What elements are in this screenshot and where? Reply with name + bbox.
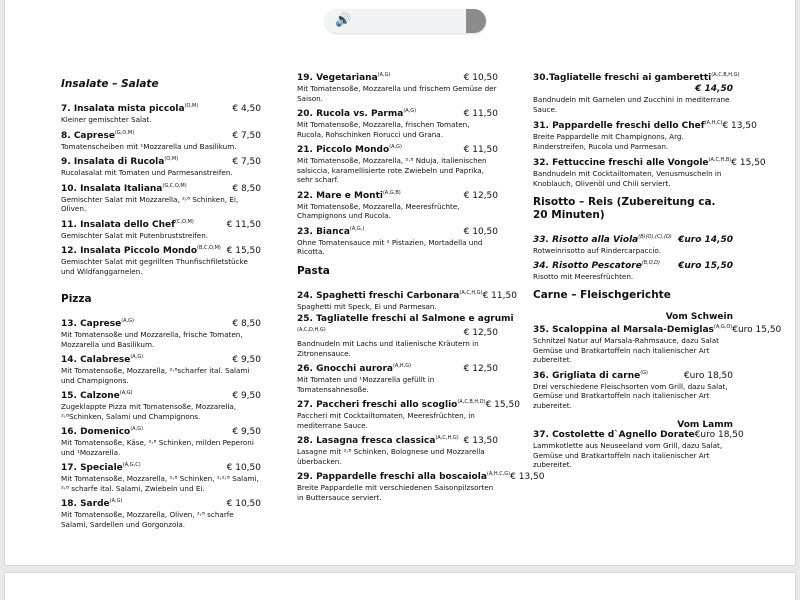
allergen-codes: (O,M)	[184, 103, 199, 109]
menu-item	[61, 101, 261, 125]
allergen-codes: (A,H,G)	[392, 363, 412, 369]
menu-item	[297, 106, 498, 139]
menu-item-price: € 12,50	[463, 364, 498, 374]
menu-item	[61, 217, 261, 241]
menu-item-name	[297, 361, 411, 375]
menu-page	[4, 0, 796, 566]
next-page	[4, 572, 796, 600]
menu-item-name-text: 20. Rucola vs. Parma	[297, 109, 404, 119]
menu-item-row	[533, 232, 733, 246]
menu-item-price: € 14,50	[695, 84, 733, 94]
menu-item-name	[61, 460, 141, 474]
menu-item	[61, 243, 261, 276]
menu-item	[297, 361, 498, 394]
allergen-codes: (A,G)	[119, 390, 133, 396]
section-title-carne: Carne – Fleischgerichte	[533, 289, 671, 301]
allergen-codes: (A,G)	[109, 498, 123, 504]
menu-item-row	[297, 314, 514, 325]
menu-item-name	[297, 288, 483, 302]
menu-item-name	[533, 258, 660, 272]
section-title-salate: Insalate – Salate	[61, 78, 159, 90]
menu-item-name-text: 10. Insalata Italiana	[61, 183, 163, 194]
menu-item	[297, 397, 520, 430]
menu-item-row	[61, 181, 261, 195]
menu-item-name-text: 18. Sarde	[61, 499, 110, 509]
menu-item-name	[61, 101, 198, 115]
menu-item-description: Mit Tomatensoße, Käse, ²˒⁸ Schinken, milden Peperoni und ¹Mozzarella.	[61, 438, 254, 457]
menu-item-name	[297, 433, 459, 447]
menu-item-row	[533, 118, 757, 132]
menu-item	[297, 142, 498, 185]
menu-item	[297, 433, 498, 466]
menu-item-price: € 11,50	[463, 109, 498, 119]
menu-item-name	[533, 232, 672, 246]
allergen-codes: (O,M)	[164, 156, 179, 162]
allergen-codes: (A,G)	[130, 354, 144, 360]
menu-item-price: € 9,50	[232, 391, 261, 401]
menu-item-price: €uro 14,50	[678, 235, 733, 245]
menu-item-price: € 4,50	[232, 104, 261, 114]
menu-item-name-text: 27. Paccheri freschi allo scoglio	[297, 400, 458, 410]
menu-item-description: Gemischter Salat mit Putenbruststreifen.	[61, 230, 209, 240]
menu-item-description: Rucolasalat mit Tomaten und Parmesanstreifen.	[61, 168, 233, 177]
menu-item-row-2	[297, 325, 498, 339]
menu-item	[61, 388, 261, 421]
menu-item-description: Zugeklappte Pizza mit Tomatensoße, Mozzarella, ²˒⁸Schinken, Salami und Champignons.	[61, 402, 237, 421]
menu-item-description: Drei verschiedene Fleischsorten vom Grill, dazu Salat, Gemüse und Bratkartoffeln nach italienischer Art zubereitet.	[533, 381, 728, 410]
allergen-codes: (C,O,M)	[175, 218, 194, 225]
allergen-codes: (A,G)	[130, 426, 144, 432]
menu-item-description: Schnitzel Natur auf Marsala-Rahmsauce, dazu Salat Gemüse und Bratkartoffeln nach italienischer Art zubereitet.	[533, 336, 720, 364]
menu-item-price: € 7,50	[232, 130, 261, 141]
allergen-codes: (A,C,H,G)	[435, 435, 459, 441]
menu-item	[533, 368, 733, 411]
menu-item-description: Tomatenscheiben mit ¹Mozzarella und Basilikum.	[61, 141, 237, 151]
menu-item	[533, 430, 744, 470]
menu-item-price: € 11,50	[226, 219, 261, 230]
menu-item-price: € 10,50	[463, 73, 498, 83]
menu-item-name-text: 30.Tagliatelle freschi ai gamberetti	[533, 73, 712, 83]
menu-item-price: € 13,50	[510, 472, 545, 482]
menu-item-name-text: 21. Piccolo Mondo	[297, 145, 390, 155]
menu-item-description: Risotto mit Meeresfrüchten.	[533, 271, 634, 281]
menu-item-description: Mit Tomatensoße, Mozzarella, ²˒⁸scharfer ital. Salami und Champignons.	[61, 366, 250, 385]
menu-item-description: Mit Tomatensoße, Mozzarella, frischen Tomaten, Rucola, Rohschinken Fiorucci und Grana.	[297, 120, 470, 139]
menu-item-name-text: 9. Insalata di Rucola	[61, 157, 165, 167]
menu-item-name	[61, 154, 178, 168]
menu-item-description: Gemischter Salat mit Mozzarella, ²˒⁸ Schinken, Ei, Oliven.	[61, 194, 239, 213]
allergen-codes: (A,C,H,B)	[708, 157, 732, 163]
menu-item-row	[61, 352, 261, 366]
menu-item-name	[61, 181, 187, 195]
allergen-codes: (A,G,O)	[713, 324, 733, 330]
menu-item-name	[533, 118, 722, 132]
allergen-codes: (G,C,O,M)	[162, 182, 187, 189]
menu-item-name-text: 11. Insalata dello Chef	[61, 219, 175, 230]
audio-player[interactable]	[325, 9, 486, 33]
menu-column-2	[297, 70, 545, 505]
menu-item	[533, 322, 782, 365]
menu-item-row	[61, 217, 261, 231]
menu-item-name	[297, 106, 416, 120]
allergen-codes: (A,H,C,G)	[486, 471, 511, 477]
menu-item-price: € 10,50	[226, 499, 261, 509]
allergen-codes: (G,O,M)	[114, 129, 135, 136]
menu-item-name	[297, 188, 401, 202]
menu-item-description: Lammkotlette aus Neuseeland vom Grill, dazu Salat, Gemüse und Bratkartoffeln nach italienischer Art zubereitet.	[533, 441, 723, 469]
menu-item	[61, 424, 261, 457]
menu-item-name-text: 24. Spaghetti freschi Carbonara	[297, 290, 460, 301]
menu-column-3	[533, 70, 782, 473]
menu-item-price: €uro 15,50	[678, 260, 733, 271]
allergen-codes: (A,G,)	[349, 225, 365, 232]
menu-item-price: € 13,50	[463, 436, 498, 446]
menu-item-description: Ohne Tomatensauce mit ² Pistazien, Mortadella und Ricotta.	[297, 237, 483, 256]
menu-item-row	[61, 154, 261, 168]
menu-item-price: € 8,50	[232, 183, 261, 194]
menu-item-name	[533, 155, 731, 169]
menu-item-description: Lasagne mit ²˒⁸ Schinken, Bolognese und Mozzarella überbacken.	[297, 447, 485, 466]
menu-item-price: €uro 18,50	[694, 430, 744, 440]
menu-item-description: Breite Pappardelle mit Champignons, Arg. Rinderstreifen, Rucola und Parmesan.	[533, 132, 684, 151]
section-title-pizza: Pizza	[61, 293, 92, 305]
menu-item-row	[61, 424, 261, 438]
allergen-codes: (A,C,B,H,G)	[711, 72, 740, 78]
menu-item-name	[61, 424, 143, 438]
menu-item-price: € 13,50	[722, 121, 757, 131]
menu-item-name-text: 19. Vegetariana	[297, 73, 378, 83]
subsection-schwein: Vom Schwein	[665, 312, 733, 322]
section-title-pasta: Pasta	[297, 264, 330, 277]
menu-item-row	[533, 322, 782, 336]
menu-item-name-text: 32. Fettuccine freschi alle Vongole	[533, 158, 709, 168]
menu-item	[533, 70, 740, 114]
menu-item-description: Paccheri mit Cocktailtomaten, Meeresfrüchten, in mediterrane Sauce.	[297, 411, 475, 430]
menu-item	[533, 155, 766, 188]
menu-item-name-text: 23. Bianca	[297, 226, 350, 237]
menu-item-price: €uro 15,50	[732, 325, 782, 335]
menu-item-name	[533, 322, 732, 336]
menu-item-price: € 15,50	[485, 400, 520, 410]
allergen-codes: (A,G)	[389, 144, 402, 150]
menu-item-row	[297, 142, 498, 156]
menu-item-row	[61, 496, 261, 510]
menu-item	[297, 188, 498, 221]
menu-item-name	[297, 314, 514, 325]
menu-item	[61, 128, 261, 152]
menu-item-row	[61, 316, 261, 330]
menu-item-price: € 12,50	[463, 190, 498, 201]
menu-item-name	[61, 217, 194, 231]
menu-item-row	[297, 397, 520, 411]
allergen-codes: (A,C,H,G)	[459, 289, 483, 296]
menu-item	[61, 316, 261, 349]
menu-item	[297, 224, 498, 257]
menu-item-row	[61, 460, 261, 474]
menu-item-name-text: 8. Caprese	[61, 130, 115, 141]
menu-item-description: Bandnudeln mit Cocktailtomaten, Venusmuscheln in Knoblauch, Olivenöl und Chili serviert.	[533, 169, 722, 188]
menu-item-name	[61, 496, 122, 510]
section-title-risotto: Risotto – Reis (Zubereitung ca. 20 Minuten)	[533, 196, 716, 221]
menu-item-row	[61, 243, 261, 257]
menu-item-description: Gemischter Salat mit gegrillten Thunfischfiletstücke und Wildfanggarnelen.	[61, 257, 248, 276]
menu-item	[297, 314, 514, 358]
menu-item-row	[297, 288, 517, 302]
menu-item	[297, 70, 498, 103]
menu-item-description: Spaghetti mit Speck, Ei und Parmesan.	[297, 301, 437, 311]
menu-item-name	[61, 352, 143, 366]
menu-item-row	[297, 469, 545, 483]
menu-item-price: € 15,50	[731, 158, 766, 168]
allergen-codes: (A,C,B,H,D)	[457, 399, 486, 405]
menu-item-name	[61, 316, 134, 330]
menu-item	[61, 496, 261, 529]
menu-item-name-text: 29. Pappardelle freschi alla boscaiola	[297, 472, 487, 482]
menu-item-name	[297, 70, 390, 84]
menu-item-name	[297, 142, 402, 156]
menu-item-price: € 7,50	[232, 157, 261, 167]
menu-item-row	[533, 430, 744, 441]
menu-column-1	[61, 70, 261, 532]
menu-item-row	[297, 224, 498, 238]
menu-item-name	[533, 430, 695, 441]
allergen-codes	[297, 325, 326, 339]
menu-item-row	[533, 70, 740, 84]
menu-item-row	[61, 128, 261, 142]
menu-item	[297, 469, 545, 502]
menu-item-name-text: 22. Mare e Monti	[297, 190, 383, 201]
menu-item-description: Bandnudeln mit Garnelen und Zucchini in mediterrane Sauce.	[533, 95, 730, 114]
allergen-codes: (A,G)	[403, 108, 417, 114]
menu-item	[297, 288, 517, 312]
menu-item-description: Mit Tomaten und ¹Mozzarella gefüllt in Tomatensahnesoße.	[297, 375, 435, 394]
menu-item	[61, 352, 261, 385]
menu-item-name-text: 37. Costolette d`Agnello Dorate	[533, 430, 695, 440]
menu-item	[61, 154, 261, 178]
menu-item-description: Mit Tomatensoße, Mozzarella, ²˒⁸ Nduja, italienischen salsiccia, karamellisierte rote Zwiebeln und Paprika, sehr scharf.	[297, 156, 487, 184]
menu-item-name-text: 28. Lasagna fresca classica	[297, 436, 436, 446]
menu-item-name	[533, 70, 739, 84]
menu-item-name-text: 25. Tagliatelle freschi al Salmone e agrumi	[297, 314, 514, 324]
menu-item-name-text: 34. Risotto Pescatore	[533, 260, 642, 271]
volume-icon[interactable]: 🔊	[335, 13, 352, 28]
menu-item-price: € 11,50	[482, 290, 517, 301]
allergen-codes: (G)	[640, 369, 648, 376]
menu-item-name-text: 26. Gnocchi aurora	[297, 364, 393, 374]
menu-item-row	[297, 70, 498, 84]
menu-item-price: € 8,50	[232, 319, 261, 329]
allergen-codes: (B,O,D)	[641, 259, 660, 266]
menu-item-price: € 9,50	[232, 355, 261, 365]
allergen-codes: (A,G,B)	[382, 189, 401, 196]
allergen-codes: (A,H,C)	[704, 120, 723, 126]
menu-item-row	[61, 388, 261, 402]
menu-item-price: € 11,50	[463, 145, 498, 155]
subsection-lamm: Vom Lamm	[677, 420, 733, 430]
menu-item-description: Mit Tomatensoße, Mozzarella, ²˒⁸ Schinken, ¹˒²˒⁸ Salami, ²˒⁸ scharfe ital. Salami, Zwiebeln und Ei.	[61, 474, 259, 493]
menu-item-row	[61, 101, 261, 115]
menu-item-name-text: 17. Speciale	[61, 463, 123, 473]
menu-item-name	[533, 368, 648, 382]
menu-item-name-text: 12. Insalata Piccolo Mondo	[61, 246, 198, 256]
allergen-codes: (B,C,O,M)	[197, 245, 221, 251]
menu-item-name	[61, 388, 133, 402]
menu-item-name-text: 15. Calzone	[61, 391, 120, 401]
menu-item-name-text: 33. Risotto alla Viola	[533, 235, 639, 245]
menu-item-price: € 15,50	[226, 246, 261, 256]
menu-item-description: Mit Tomatensoße, Mozzarella und frischem Gemüse der Saison.	[297, 84, 497, 103]
menu-item-name-text: 36. Grigliata di carne	[533, 370, 641, 381]
allergen-codes: (B)(O),(C),(D)	[638, 234, 672, 240]
menu-item	[533, 258, 733, 282]
menu-item-name-text: 13. Caprese	[61, 319, 122, 329]
allergen-codes-text: (A,C,D,H,G)	[297, 327, 326, 333]
audio-slider-handle[interactable]	[466, 9, 486, 33]
menu-item-name-text: 35. Scaloppina al Marsala-Demiglas	[533, 325, 714, 335]
menu-item	[533, 232, 733, 256]
menu-item-description: Rotweinrisotto auf Rindercarpaccio.	[533, 246, 661, 255]
menu-item-description: Breite Pappardelle mit verschiedenen Saisonpilzsorten in Buttersauce serviert.	[297, 483, 494, 502]
menu-item-row	[533, 155, 766, 169]
menu-item-price: €uro 18,50	[683, 370, 733, 381]
menu-item-name	[297, 397, 486, 411]
menu-item-row	[297, 433, 498, 447]
menu-item-name	[297, 469, 510, 483]
menu-item-row	[533, 258, 733, 272]
menu-item-description: Bandnudeln mit Lachs und italienische Kräutern in Zitronensauce.	[297, 339, 479, 358]
menu-item-row	[533, 368, 733, 382]
menu-item-name-text: 14. Calabrese	[61, 355, 131, 365]
menu-item-name-text: 31. Pappardelle freschi dello Chef	[533, 121, 705, 131]
menu-item-price: € 12,50	[463, 328, 498, 338]
menu-item-row	[297, 361, 498, 375]
menu-item-price: € 10,50	[463, 226, 498, 237]
menu-item-description: Mit Tomatensoße, Mozzarella, Oliven, ²˒⁸ scharfe Salami, Sardellen und Gorgonzola.	[61, 510, 234, 529]
menu-item-description: Kleiner gemischter Salat.	[61, 115, 152, 124]
menu-item-name-text: 16. Domenico	[61, 427, 131, 437]
menu-item	[533, 118, 757, 151]
menu-item-name	[61, 128, 134, 142]
menu-item-name	[297, 224, 364, 238]
menu-item	[61, 460, 261, 493]
allergen-codes: (A,G,C)	[122, 462, 141, 468]
menu-item-row	[297, 188, 498, 202]
allergen-codes: (A,G)	[377, 72, 391, 78]
menu-item-description: Mit Tomatensoße und Mozzarella, frische Tomaten, Mozzarella und Basilikum.	[61, 330, 243, 349]
menu-item-name-text: 7. Insalata mista piccola	[61, 104, 185, 114]
menu-item-name	[61, 243, 221, 257]
menu-item-description: Mit Tomatensoße, Mozzarella, Meeresfrüchte, Champignons und Rucola.	[297, 201, 460, 220]
menu-item	[61, 181, 261, 214]
menu-item-price: € 9,50	[232, 427, 261, 437]
menu-item-row	[297, 106, 498, 120]
allergen-codes: (A,G)	[121, 318, 134, 324]
menu-item-price: € 10,50	[226, 463, 261, 473]
